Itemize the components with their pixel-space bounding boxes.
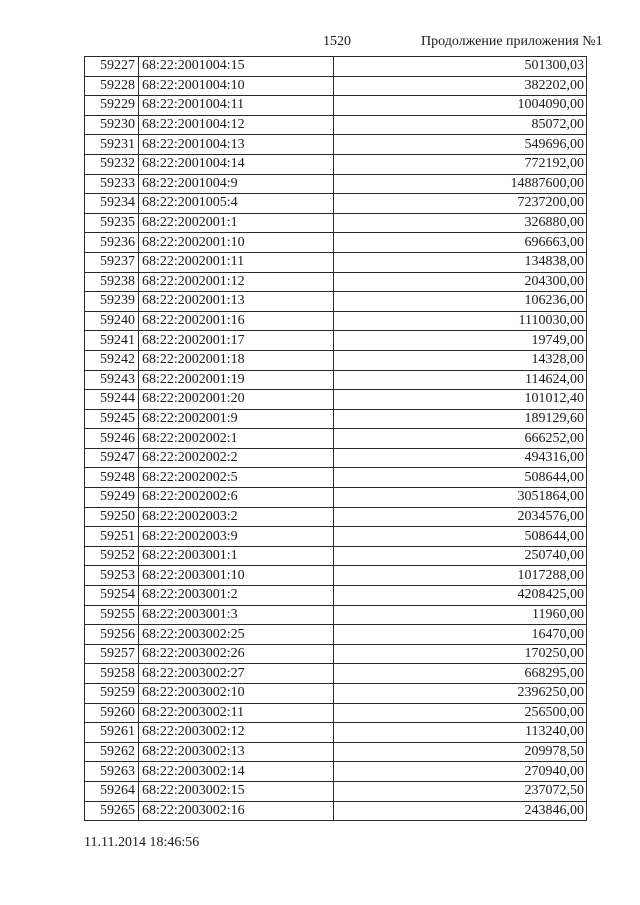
table-row	[85, 488, 587, 508]
cadastral-number-cell: 68:22:2002002:2	[139, 448, 334, 468]
cadastral-value-cell: 772192,00	[334, 154, 587, 174]
cadastral-value-cell: 1110030,00	[334, 311, 587, 331]
row-number-cell: 59232	[85, 154, 139, 174]
cadastral-value-cell: 134838,00	[334, 252, 587, 272]
continuation-title: Продолжение приложения №1	[421, 34, 603, 49]
cadastral-value-cell: 14887600,00	[334, 174, 587, 194]
table-row	[85, 390, 587, 410]
table-row	[85, 311, 587, 331]
cadastral-value-cell: 501300,03	[334, 57, 587, 77]
cadastral-value-cell: 2034576,00	[334, 507, 587, 527]
row-number-cell: 59238	[85, 272, 139, 292]
cadastral-value-cell: 237072,50	[334, 781, 587, 801]
table-row	[85, 96, 587, 116]
cadastral-number-cell: 68:22:2002001:16	[139, 311, 334, 331]
row-number-cell: 59262	[85, 742, 139, 762]
row-number-cell: 59264	[85, 781, 139, 801]
table-row	[85, 546, 587, 566]
cadastral-number-cell: 68:22:2001004:12	[139, 115, 334, 135]
row-number-cell: 59247	[85, 448, 139, 468]
row-number-cell: 59244	[85, 390, 139, 410]
table-row	[85, 684, 587, 704]
cadastral-number-cell: 68:22:2003002:13	[139, 742, 334, 762]
cadastral-number-cell: 68:22:2002003:9	[139, 527, 334, 547]
cadastral-value-cell: 11960,00	[334, 605, 587, 625]
cadastral-number-cell: 68:22:2003002:14	[139, 762, 334, 782]
table-row	[85, 115, 587, 135]
row-number-cell: 59242	[85, 350, 139, 370]
cadastral-number-cell: 68:22:2003001:10	[139, 566, 334, 586]
table-row	[85, 664, 587, 684]
row-number-cell: 59258	[85, 664, 139, 684]
cadastral-number-cell: 68:22:2001004:10	[139, 76, 334, 96]
cadastral-number-cell: 68:22:2001004:15	[139, 57, 334, 77]
row-number-cell: 59237	[85, 252, 139, 272]
cadastral-number-cell: 68:22:2002001:19	[139, 370, 334, 390]
table-row	[85, 272, 587, 292]
cadastral-number-cell: 68:22:2003002:12	[139, 723, 334, 743]
cadastral-value-cell: 106236,00	[334, 292, 587, 312]
table-row	[85, 409, 587, 429]
cadastral-number-cell: 68:22:2003002:16	[139, 801, 334, 821]
table-row	[85, 76, 587, 96]
cadastral-value-cell: 270940,00	[334, 762, 587, 782]
cadastral-number-cell: 68:22:2001004:13	[139, 135, 334, 155]
cadastral-value-cell: 1004090,00	[334, 96, 587, 116]
cadastral-number-cell: 68:22:2001004:11	[139, 96, 334, 116]
cadastral-number-cell: 68:22:2003001:1	[139, 546, 334, 566]
cadastral-number-cell: 68:22:2002001:9	[139, 409, 334, 429]
cadastral-value-cell: 204300,00	[334, 272, 587, 292]
row-number-cell: 59246	[85, 429, 139, 449]
cadastral-number-cell: 68:22:2003001:2	[139, 586, 334, 606]
row-number-cell: 59243	[85, 370, 139, 390]
row-number-cell: 59259	[85, 684, 139, 704]
cadastral-value-cell: 7237200,00	[334, 194, 587, 214]
cadastral-value-cell: 326880,00	[334, 213, 587, 233]
row-number-cell: 59249	[85, 488, 139, 508]
cadastral-value-cell: 256500,00	[334, 703, 587, 723]
table-row	[85, 507, 587, 527]
cadastral-number-cell: 68:22:2003002:11	[139, 703, 334, 723]
row-number-cell: 59236	[85, 233, 139, 253]
row-number-cell: 59227	[85, 57, 139, 77]
cadastral-value-cell: 113240,00	[334, 723, 587, 743]
table-body	[85, 57, 587, 821]
row-number-cell: 59256	[85, 625, 139, 645]
cadastral-value-cell: 4208425,00	[334, 586, 587, 606]
cadastral-value-cell: 2396250,00	[334, 684, 587, 704]
cadastral-value-cell: 3051864,00	[334, 488, 587, 508]
cadastral-number-cell: 68:22:2003002:25	[139, 625, 334, 645]
row-number-cell: 59253	[85, 566, 139, 586]
row-number-cell: 59230	[85, 115, 139, 135]
table-row	[85, 527, 587, 547]
cadastral-value-cell: 114624,00	[334, 370, 587, 390]
cadastral-value-cell: 14328,00	[334, 350, 587, 370]
row-number-cell: 59248	[85, 468, 139, 488]
cadastral-number-cell: 68:22:2002001:12	[139, 272, 334, 292]
cadastral-number-cell: 68:22:2003002:10	[139, 684, 334, 704]
cadastral-value-cell: 549696,00	[334, 135, 587, 155]
cadastral-number-cell: 68:22:2002001:11	[139, 252, 334, 272]
row-number-cell: 59261	[85, 723, 139, 743]
cadastral-number-cell: 68:22:2003002:15	[139, 781, 334, 801]
table-row	[85, 586, 587, 606]
cadastral-value-cell: 85072,00	[334, 115, 587, 135]
cadastral-value-cell: 189129,60	[334, 409, 587, 429]
table-row	[85, 350, 587, 370]
cadastral-value-cell: 209978,50	[334, 742, 587, 762]
cadastral-number-cell: 68:22:2002001:18	[139, 350, 334, 370]
cadastral-number-cell: 68:22:2002002:5	[139, 468, 334, 488]
row-number-cell: 59240	[85, 311, 139, 331]
cadastral-number-cell: 68:22:2001004:14	[139, 154, 334, 174]
cadastral-number-cell: 68:22:2001005:4	[139, 194, 334, 214]
row-number-cell: 59239	[85, 292, 139, 312]
row-number-cell: 59233	[85, 174, 139, 194]
cadastral-value-cell: 19749,00	[334, 331, 587, 351]
row-number-cell: 59260	[85, 703, 139, 723]
cadastral-number-cell: 68:22:2002001:1	[139, 213, 334, 233]
table-row	[85, 742, 587, 762]
cadastral-number-cell: 68:22:2003002:26	[139, 644, 334, 664]
table-row	[85, 801, 587, 821]
cadastral-number-cell: 68:22:2002002:6	[139, 488, 334, 508]
cadastral-value-cell: 101012,40	[334, 390, 587, 410]
row-number-cell: 59257	[85, 644, 139, 664]
cadastral-number-cell: 68:22:2002001:13	[139, 292, 334, 312]
table-row	[85, 625, 587, 645]
cadastral-value-cell: 494316,00	[334, 448, 587, 468]
cadastral-value-cell: 668295,00	[334, 664, 587, 684]
cadastral-number-cell: 68:22:2002001:10	[139, 233, 334, 253]
row-number-cell: 59241	[85, 331, 139, 351]
table-row	[85, 703, 587, 723]
cadastral-number-cell: 68:22:2001004:9	[139, 174, 334, 194]
row-number-cell: 59228	[85, 76, 139, 96]
row-number-cell: 59229	[85, 96, 139, 116]
page-number: 1520	[323, 34, 351, 49]
cadastral-value-cell: 508644,00	[334, 527, 587, 547]
cadastral-number-cell: 68:22:2002002:1	[139, 429, 334, 449]
cadastral-number-cell: 68:22:2003001:3	[139, 605, 334, 625]
cadastral-value-cell: 243846,00	[334, 801, 587, 821]
table-row	[85, 292, 587, 312]
row-number-cell: 59235	[85, 213, 139, 233]
table-row	[85, 233, 587, 253]
cadastral-value-cell: 16470,00	[334, 625, 587, 645]
cadastral-value-cell: 666252,00	[334, 429, 587, 449]
print-timestamp: 11.11.2014 18:46:56	[84, 835, 200, 850]
table-row	[85, 762, 587, 782]
table-row	[85, 154, 587, 174]
cadastral-value-table	[84, 56, 587, 821]
table-row	[85, 468, 587, 488]
row-number-cell: 59255	[85, 605, 139, 625]
table-row	[85, 135, 587, 155]
cadastral-number-cell: 68:22:2002003:2	[139, 507, 334, 527]
table-row	[85, 605, 587, 625]
cadastral-value-cell: 508644,00	[334, 468, 587, 488]
table-row	[85, 174, 587, 194]
table-row	[85, 723, 587, 743]
row-number-cell: 59265	[85, 801, 139, 821]
row-number-cell: 59251	[85, 527, 139, 547]
table-row	[85, 57, 587, 77]
table-row	[85, 213, 587, 233]
row-number-cell: 59234	[85, 194, 139, 214]
table-row	[85, 331, 587, 351]
table-row	[85, 448, 587, 468]
cadastral-value-cell: 1017288,00	[334, 566, 587, 586]
row-number-cell: 59231	[85, 135, 139, 155]
cadastral-value-cell: 696663,00	[334, 233, 587, 253]
table-row	[85, 644, 587, 664]
table-row	[85, 194, 587, 214]
cadastral-value-cell: 250740,00	[334, 546, 587, 566]
cadastral-number-cell: 68:22:2002001:20	[139, 390, 334, 410]
table-row	[85, 252, 587, 272]
row-number-cell: 59250	[85, 507, 139, 527]
table-row	[85, 370, 587, 390]
cadastral-value-cell: 170250,00	[334, 644, 587, 664]
row-number-cell: 59245	[85, 409, 139, 429]
cadastral-number-cell: 68:22:2003002:27	[139, 664, 334, 684]
table-row	[85, 781, 587, 801]
table-row	[85, 566, 587, 586]
table-row	[85, 429, 587, 449]
row-number-cell: 59254	[85, 586, 139, 606]
row-number-cell: 59252	[85, 546, 139, 566]
row-number-cell: 59263	[85, 762, 139, 782]
cadastral-number-cell: 68:22:2002001:17	[139, 331, 334, 351]
cadastral-value-cell: 382202,00	[334, 76, 587, 96]
